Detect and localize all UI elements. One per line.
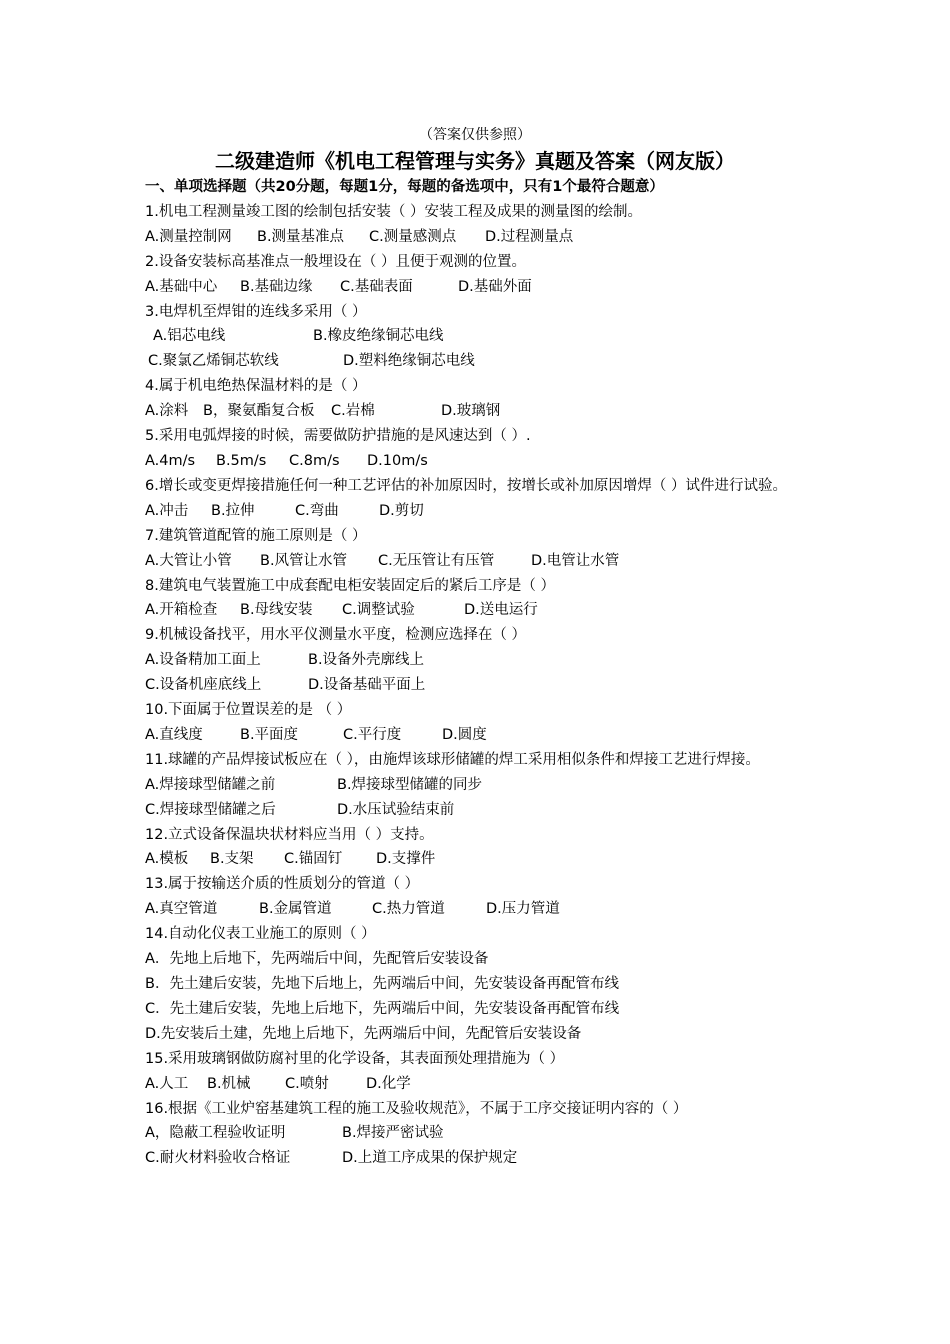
option-row xyxy=(145,648,825,673)
question-stem: 7.建筑管道配管的施工原则是（ ） xyxy=(145,527,367,544)
question-item xyxy=(145,748,825,823)
answer-option: C.设备机座底线上 xyxy=(145,677,262,694)
answer-option: D.化学 xyxy=(366,1075,411,1092)
question-stem: 2.设备安装标高基准点一般埋设在（ ）且便于观测的位置。 xyxy=(145,253,526,270)
question-stem: 5.采用电弧焊接的时候，需要做防护措施的是风速达到（ ）. xyxy=(145,428,531,445)
answer-option: B.拉伸 xyxy=(211,502,255,519)
question-item xyxy=(145,574,825,624)
answer-option: B.测量基准点 xyxy=(257,228,345,245)
answer-option: C.喷射 xyxy=(285,1075,329,1092)
question-stem: 16.根据《工业炉窑基建筑工程的施工及验收规范》，不属于工序交接证明内容的（ ） xyxy=(145,1100,688,1117)
question-item xyxy=(145,374,825,424)
answer-option: D.剪切 xyxy=(379,502,424,519)
option-row xyxy=(145,324,825,349)
question-stem: 8.建筑电气装置施工中成套配电柜安装固定后的紧后工序是（ ） xyxy=(145,577,555,594)
option-row xyxy=(145,1121,825,1146)
answer-option: A.铝芯电线 xyxy=(153,328,226,345)
answer-option: C.耐火材料验收合格证 xyxy=(145,1150,291,1167)
answer-option: C.焊接球型储罐之后 xyxy=(145,801,276,818)
page-title: 二级建造师《机电工程管理与实务》真题及答案（网友版） xyxy=(215,149,735,173)
question-item xyxy=(145,1097,825,1172)
answer-option: B.5m/s xyxy=(216,452,267,469)
question-item xyxy=(145,623,825,698)
answer-option: D.基础外面 xyxy=(458,278,532,295)
answer-option: C.测量感测点 xyxy=(369,228,457,245)
option-row xyxy=(145,499,825,524)
answer-option: D.先安装后土建，先地上后地下，先两端后中间，先配管后安装设备 xyxy=(145,1025,582,1042)
option-row xyxy=(145,275,825,300)
answer-option: A.人工 xyxy=(145,1075,189,1092)
answer-option: A.设备精加工面上 xyxy=(145,652,261,669)
question-stem: 10.下面属于位置误差的是 （ ） xyxy=(145,702,352,719)
answer-option: A，隐蔽工程验收证明 xyxy=(145,1125,286,1142)
answer-option: A.测量控制网 xyxy=(145,228,232,245)
answer-option: B.焊接严密试验 xyxy=(342,1125,444,1142)
answer-option: C．先土建后安装，先地上后地下，先两端后中间，先安装设备再配管布线 xyxy=(145,1000,620,1017)
answer-option: B.平面度 xyxy=(240,726,299,743)
option-row xyxy=(145,1146,825,1171)
question-item xyxy=(145,200,825,250)
answer-option: C.锚固钉 xyxy=(284,851,343,868)
option-row xyxy=(145,847,825,872)
answer-option: A.4m/s xyxy=(145,452,196,469)
answer-option: B.设备外壳廓线上 xyxy=(308,652,425,669)
answer-option: C.弯曲 xyxy=(295,502,339,519)
answer-option: C.聚氯乙烯铜芯软线 xyxy=(148,353,279,370)
answer-option: C.平行度 xyxy=(343,726,402,743)
option-row xyxy=(145,349,825,374)
question-item xyxy=(145,250,825,300)
answer-option: B.焊接球型储罐的同步 xyxy=(337,776,483,793)
option-row xyxy=(145,549,825,574)
answer-option: A.直线度 xyxy=(145,726,203,743)
option-row xyxy=(145,798,825,823)
answer-option: D.压力管道 xyxy=(486,901,560,918)
question-stem: 4.属于机电绝热保温材料的是（ ） xyxy=(145,378,367,395)
question-item xyxy=(145,524,825,574)
question-item xyxy=(145,474,825,524)
question-list xyxy=(145,175,825,1171)
answer-option: A.模板 xyxy=(145,851,189,868)
answer-option: B.机械 xyxy=(207,1075,251,1092)
question-stem: 12.立式设备保温块状材料应当用（ ）支持。 xyxy=(145,826,434,843)
question-stem: 11.球罐的产品焊接试板应在（ ），由施焊该球形储罐的焊工采用相似条件和焊接工艺进行焊接。 xyxy=(145,751,760,768)
option-row xyxy=(145,449,825,474)
answer-option: C.基础表面 xyxy=(340,278,413,295)
answer-option: B.金属管道 xyxy=(259,901,332,918)
answer-option: D.过程测量点 xyxy=(485,228,574,245)
option-row xyxy=(145,598,825,623)
answer-option: D.圆度 xyxy=(442,726,487,743)
option-row xyxy=(145,673,825,698)
answer-reference-note: （答案仅供参照） xyxy=(419,127,531,143)
question-stem: 3.电焊机至焊钳的连线多采用（ ） xyxy=(145,303,367,320)
question-stem: 15.采用玻璃钢做防腐衬里的化学设备，其表面预处理措施为（ ） xyxy=(145,1050,565,1067)
question-item xyxy=(145,922,825,1047)
answer-option: A．先地上后地下，先两端后中间，先配管后安装设备 xyxy=(145,951,489,968)
answer-option: A.冲击 xyxy=(145,502,189,519)
answer-option: A.开箱检查 xyxy=(145,602,218,619)
answer-option: B.支架 xyxy=(210,851,254,868)
option-row xyxy=(145,723,825,748)
answer-option: D.塑料绝缘铜芯电线 xyxy=(343,353,475,370)
answer-option: D.玻璃钢 xyxy=(441,403,501,420)
question-item xyxy=(145,872,825,922)
answer-option: A.焊接球型储罐之前 xyxy=(145,776,276,793)
question-stem: 1.机电工程测量竣工图的绘制包括安装（ ）安装工程及成果的测量图的绘制。 xyxy=(145,203,642,220)
question-item xyxy=(145,1047,825,1097)
question-stem: 9.机械设备找平，用水平仪测量水平度，检测应选择在（ ） xyxy=(145,627,526,644)
answer-option: C.热力管道 xyxy=(372,901,445,918)
answer-option: B.风管让水管 xyxy=(260,552,348,569)
answer-option: B.母线安装 xyxy=(240,602,313,619)
answer-option: D.支撑件 xyxy=(376,851,436,868)
answer-option: D.10m/s xyxy=(367,452,428,469)
question-stem: 13.属于按输送介质的性质划分的管道（ ） xyxy=(145,876,420,893)
answer-option: B.橡皮绝缘铜芯电线 xyxy=(313,328,444,345)
answer-option: D.设备基础平面上 xyxy=(308,677,426,694)
answer-option: C.8m/s xyxy=(289,452,340,469)
answer-option: C.无压管让有压管 xyxy=(378,552,495,569)
question-stem: 14.自动化仪表工业施工的原则（ ） xyxy=(145,926,376,943)
answer-option: D.送电运行 xyxy=(464,602,538,619)
option-row xyxy=(145,399,825,424)
answer-option: A.基础中心 xyxy=(145,278,218,295)
option-row xyxy=(145,225,825,250)
question-item xyxy=(145,823,825,873)
option-row xyxy=(145,1072,825,1097)
option-row xyxy=(145,773,825,798)
answer-option: A.真空管道 xyxy=(145,901,218,918)
answer-option: B，聚氨酯复合板 xyxy=(203,403,315,420)
section-heading: 一、单项选择题（共20分题，每题1分，每题的备选项中，只有1个最符合题意） xyxy=(145,179,664,195)
question-item xyxy=(145,424,825,474)
question-item xyxy=(145,698,825,748)
answer-option: C.调整试验 xyxy=(342,602,415,619)
question-stem: 6.增长或变更焊接措施任何一种工艺评估的补加原因时，按增长或补加原因增焊（ ）试件进行试验。 xyxy=(145,477,787,494)
answer-option: B.基础边缘 xyxy=(240,278,313,295)
answer-option: B．先土建后安装，先地下后地上，先两端后中间，先安装设备再配管布线 xyxy=(145,976,619,992)
answer-option: A.大管让小管 xyxy=(145,552,232,569)
option-row xyxy=(145,897,825,922)
answer-option: C.岩棉 xyxy=(331,403,375,420)
answer-option: D.水压试验结束前 xyxy=(337,801,455,818)
answer-option: D.电管让水管 xyxy=(531,552,620,569)
answer-option: A.涂料 xyxy=(145,403,189,420)
question-item xyxy=(145,300,825,375)
answer-option: D.上道工序成果的保护规定 xyxy=(342,1150,518,1167)
